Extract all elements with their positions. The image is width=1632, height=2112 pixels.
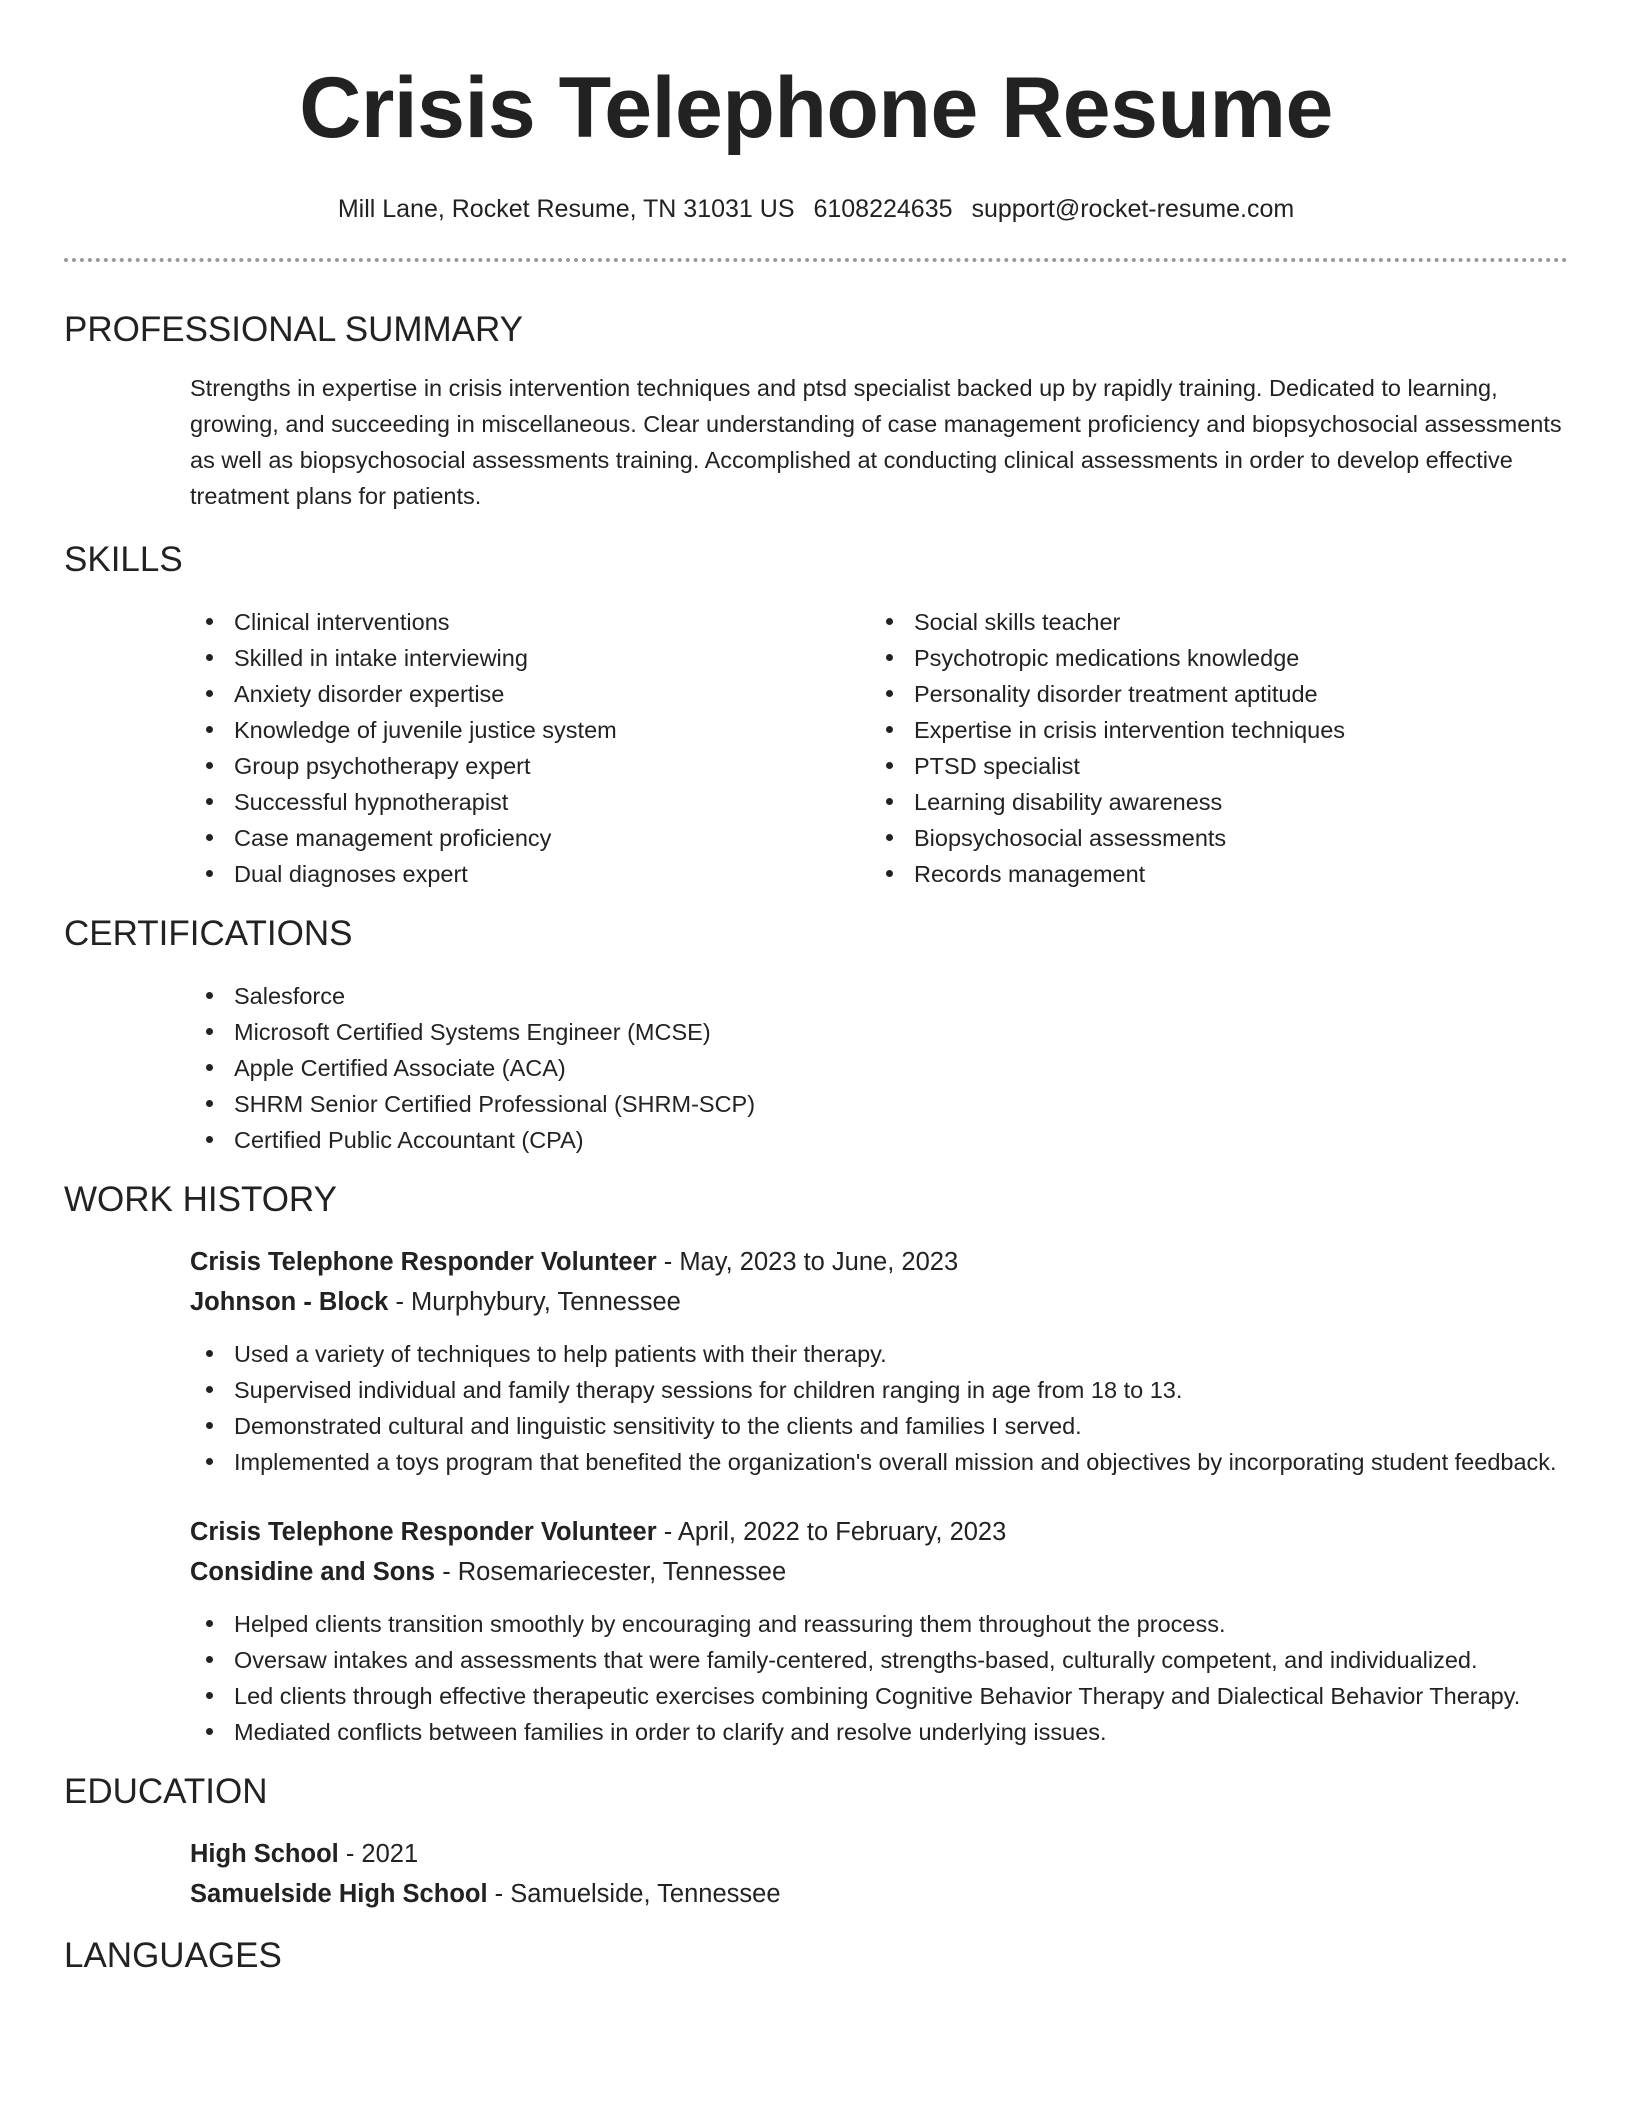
job-dates: - April, 2022 to February, 2023	[656, 1518, 1007, 1546]
skill-item: PTSD specialist	[870, 748, 1568, 784]
summary-heading: PROFESSIONAL SUMMARY	[64, 310, 523, 349]
skill-item: Case management proficiency	[190, 820, 870, 856]
skills-heading: SKILLS	[64, 540, 183, 579]
resume-title: Crisis Telephone Resume	[299, 60, 1333, 156]
education-heading: EDUCATION	[64, 1772, 268, 1811]
education-school-line	[190, 1874, 1568, 1914]
job-duty-item: Helped clients transition smoothly by encouraging and reassuring them throughout the process.	[190, 1606, 1568, 1642]
summary-section	[64, 370, 1568, 514]
work-history-heading: WORK HISTORY	[64, 1180, 337, 1219]
certification-item: Microsoft Certified Systems Engineer (MCSE)	[190, 1014, 1568, 1050]
skill-item: Records management	[870, 856, 1568, 892]
job-title: Crisis Telephone Responder Volunteer	[190, 1248, 657, 1276]
job-duties-list	[190, 1336, 1568, 1480]
certifications-list	[190, 978, 1568, 1158]
job-location: - Rosemariecester, Tennessee	[435, 1558, 787, 1586]
skill-item: Psychotropic medications knowledge	[870, 640, 1568, 676]
contact-phone: 6108224635	[813, 195, 953, 223]
education-year: - 2021	[338, 1840, 419, 1868]
job-entry	[64, 1242, 1568, 1480]
job-duty-item: Implemented a toys program that benefited the organization's overall mission and objectives by incorporating student feedback.	[190, 1444, 1568, 1480]
skill-item: Group psychotherapy expert	[190, 748, 870, 784]
job-duty-item: Oversaw intakes and assessments that were family-centered, strengths-based, culturally competent, and individualized.	[190, 1642, 1568, 1678]
job-duty-item: Supervised individual and family therapy sessions for children ranging in age from 18 to 13.	[190, 1372, 1568, 1408]
job-company: Considine and Sons	[190, 1558, 436, 1586]
job-company: Johnson - Block	[190, 1288, 389, 1316]
job-location: - Murphybury, Tennessee	[388, 1288, 681, 1316]
skill-item: Anxiety disorder expertise	[190, 676, 870, 712]
skill-item: Skilled in intake interviewing	[190, 640, 870, 676]
job-duty-item: Led clients through effective therapeutic exercises combining Cognitive Behavior Therapy and Dialectical Behavior Therapy.	[190, 1678, 1568, 1714]
contact-address: Mill Lane, Rocket Resume, TN 31031 US	[337, 195, 795, 223]
skills-list-left	[190, 604, 870, 892]
skill-item: Successful hypnotherapist	[190, 784, 870, 820]
certification-item: SHRM Senior Certified Professional (SHRM-SCP)	[190, 1086, 1568, 1122]
skill-item: Personality disorder treatment aptitude	[870, 676, 1568, 712]
skills-column-left	[190, 604, 870, 892]
certifications-heading: CERTIFICATIONS	[64, 914, 353, 953]
certification-item: Apple Certified Associate (ACA)	[190, 1050, 1568, 1086]
skill-item: Social skills teacher	[870, 604, 1568, 640]
job-title-line	[190, 1512, 1568, 1552]
skill-item: Dual diagnoses expert	[190, 856, 870, 892]
education-degree: High School	[190, 1840, 339, 1868]
skills-column-right	[870, 604, 1568, 892]
languages-heading: LANGUAGES	[64, 1936, 282, 1975]
job-duty-item: Used a variety of techniques to help patients with their therapy.	[190, 1336, 1568, 1372]
header-divider	[64, 258, 1568, 262]
job-title-line	[190, 1242, 1568, 1282]
job-company-line	[190, 1552, 1568, 1592]
certification-item: Certified Public Accountant (CPA)	[190, 1122, 1568, 1158]
skill-item: Learning disability awareness	[870, 784, 1568, 820]
skills-section	[64, 604, 1568, 892]
job-entry	[64, 1512, 1568, 1750]
job-title: Crisis Telephone Responder Volunteer	[190, 1518, 657, 1546]
summary-text: Strengths in expertise in crisis intervention techniques and ptsd specialist backed up by rapidly training. Dedicated to learning, growing, and succeeding in miscellaneous. Clear understanding of case management proficiency and biopsychosocial assessments as well as biopsychosocial assessments training. Accomplished at conducting clinical assessments in order to develop effective treatment plans for patients.	[190, 375, 1562, 509]
skills-list-right	[870, 604, 1568, 892]
skill-item: Expertise in crisis intervention techniques	[870, 712, 1568, 748]
job-duties-list	[190, 1606, 1568, 1750]
education-degree-line	[190, 1834, 1568, 1874]
skill-item: Biopsychosocial assessments	[870, 820, 1568, 856]
job-dates: - May, 2023 to June, 2023	[656, 1248, 959, 1276]
education-location: - Samuelside, Tennessee	[487, 1880, 781, 1908]
contact-line	[64, 194, 1568, 224]
certification-item: Salesforce	[190, 978, 1568, 1014]
job-duty-item: Demonstrated cultural and linguistic sensitivity to the clients and families I served.	[190, 1408, 1568, 1444]
job-company-line	[190, 1282, 1568, 1322]
education-section	[64, 1834, 1568, 1914]
job-duty-item: Mediated conflicts between families in order to clarify and resolve underlying issues.	[190, 1714, 1568, 1750]
skill-item: Clinical interventions	[190, 604, 870, 640]
skill-item: Knowledge of juvenile justice system	[190, 712, 870, 748]
education-school: Samuelside High School	[190, 1880, 488, 1908]
contact-email: support@rocket-resume.com	[971, 195, 1295, 223]
certifications-section	[64, 978, 1568, 1158]
